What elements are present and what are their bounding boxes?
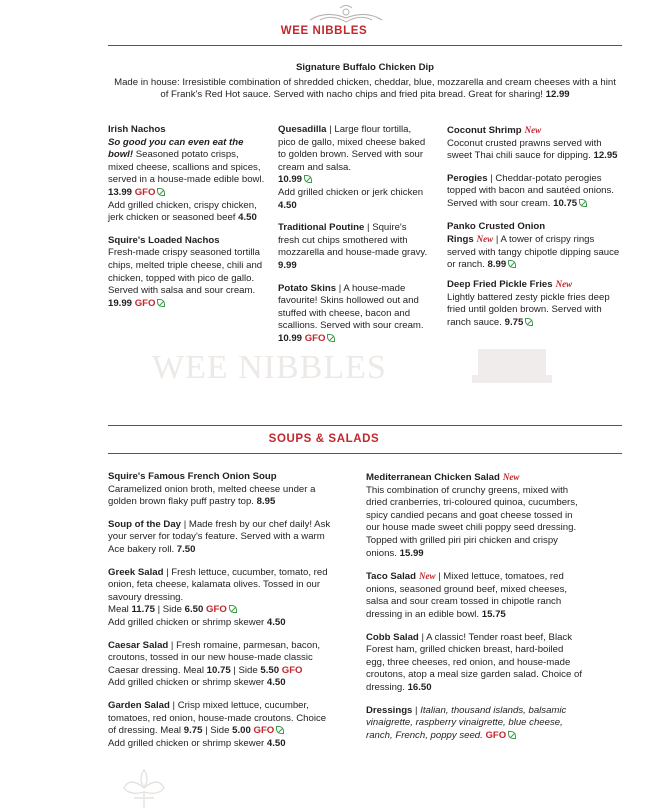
gluten-free-leaf-icon xyxy=(327,334,335,342)
menu-item-potato-skins xyxy=(278,283,428,346)
divider xyxy=(108,425,622,426)
menu-item-caesar-salad xyxy=(108,640,334,690)
section-title-soups-salads: SOUPS & SALADS xyxy=(268,433,380,445)
item-description: Traditional Poutine | Squire's fresh cut chips smothered with mozzarella and house-made gravy. 9.99 xyxy=(278,222,428,271)
gluten-free-leaf-icon xyxy=(508,731,516,739)
gfo-badge: GFO xyxy=(253,725,275,737)
item-name: Signature Buffalo Chicken Dip xyxy=(295,62,435,73)
item-description: Dressings | Italian, thousand islands, balsamic vinaigrette, raspberry vinaigrette, blue cheese, ranch, French, poppy seed. GFO xyxy=(366,704,567,741)
ornament-icon xyxy=(306,4,386,26)
item-name: Deep Fried Pickle Fries xyxy=(447,278,553,290)
menu-item-mediterranean-salad xyxy=(366,471,582,560)
item-description: Caesar Salad | Fresh romaine, parmesan, bacon, croutons, tossed in our new house-made classic Caesar dressing. Meal 10.75 | Side 5.50 GFO xyxy=(108,639,321,676)
gfo-badge: GFO xyxy=(281,664,303,676)
item-description: Soup of the Day | Made fresh by our chef daily! Ask your server for today's feature. Served with a warm Ace bakery roll. 7.50 xyxy=(108,518,331,555)
featured-item xyxy=(108,62,622,102)
gfo-badge: GFO xyxy=(206,604,227,616)
item-name: Panko Crusted Onion xyxy=(447,220,546,232)
fleur-de-lis-icon xyxy=(116,768,172,808)
menu-item-dressings xyxy=(366,705,582,743)
gfo-badge: GFO xyxy=(134,297,156,309)
menu-item-irish-nachos xyxy=(108,124,266,225)
gluten-free-leaf-icon xyxy=(229,605,237,613)
item-description: So good you can even eat the bowl! Seasoned potato crisps, mixed cheese, scallions and spices, served in a house-made edible bowl. 13.99 GFO xyxy=(108,136,265,198)
divider xyxy=(108,453,622,454)
gfo-badge: GFO xyxy=(134,186,156,198)
item-description: Coconut crusted prawns served with sweet Thai chili sauce for dipping. 12.95 xyxy=(447,137,618,162)
wee-nibbles-col-2 xyxy=(278,124,428,356)
menu-item-cobb-salad xyxy=(366,632,582,695)
menu-item-perogies xyxy=(447,173,623,211)
item-addon: Add grilled chicken, crispy chicken, jerk chicken or seasoned beef 4.50 xyxy=(108,199,257,224)
item-name: Coconut Shrimp xyxy=(447,125,522,136)
crown-icon xyxy=(472,345,552,385)
watermark-text: WEE NIBBLES xyxy=(152,349,387,386)
menu-item-greek-salad xyxy=(108,567,334,630)
menu-item-onion-rings xyxy=(447,221,623,272)
item-description: Greek Salad | Fresh lettuce, cucumber, tomato, red onion, feta cheese, kalamata olives. Tossed in our savoury dressing. xyxy=(108,566,328,603)
menu-item-taco-salad xyxy=(366,570,582,621)
wee-nibbles-col-3 xyxy=(447,124,623,339)
menu-item-soup-of-the-day xyxy=(108,519,334,557)
new-badge: New xyxy=(502,472,520,482)
item-addon: Add grilled chicken or jerk chicken 4.50 xyxy=(278,186,424,211)
menu-item-squires-nachos xyxy=(108,235,266,311)
item-description: Rings New | A tower of crispy rings served with tangy chipotle dipping sauce or ranch. 8.99 xyxy=(447,234,620,271)
item-addon: Add grilled chicken or shrimp skewer 4.50 xyxy=(108,616,286,628)
new-badge: New xyxy=(476,234,494,245)
item-description: Made in house: Irresistible combination of shredded chicken, cheddar, blue, mozzarella and cream cheeses with a hint of Frank's Red Hot sauce. Served with nacho chips and fried pita bread. Great for sharing! 12.99 xyxy=(114,76,616,101)
gfo-badge: GFO xyxy=(304,332,326,344)
new-badge: New xyxy=(418,571,436,582)
item-description: Caramelized onion broth, melted cheese under a golden brown flaky puff pastry top. 8.95 xyxy=(108,483,316,508)
menu-item-quesadilla xyxy=(278,124,428,212)
gluten-free-leaf-icon xyxy=(304,175,312,183)
menu-item-poutine xyxy=(278,222,428,272)
new-badge: New xyxy=(524,125,542,135)
item-description: Potato Skins | A house-made favourite! Skins hollowed out and stuffed with cheese, bacon and scallions. Served with sour cream. xyxy=(278,282,424,332)
item-price-row: 10.99 GFO xyxy=(278,333,428,346)
section-title-wee-nibbles: WEE NIBBLES xyxy=(280,25,368,37)
item-description: Quesadilla | Large flour tortilla, pico de gallo, mixed cheese baked to golden brown. Served with sour cream and salsa. xyxy=(278,124,426,173)
menu-item-garden-salad xyxy=(108,700,334,750)
gluten-free-leaf-icon xyxy=(525,318,533,326)
gluten-free-leaf-icon xyxy=(157,299,165,307)
item-description: Garden Salad | Crisp mixed lettuce, cucumber, tomatoes, red onion, house-made croutons. Choice of dressing. Meal 9.75 | Side 5.00 GFO xyxy=(108,699,327,737)
gluten-free-leaf-icon xyxy=(579,199,587,207)
gfo-badge: GFO xyxy=(485,729,507,741)
soups-col-1 xyxy=(108,471,334,760)
item-description: Cobb Salad | A classic! Tender roast beef, Black Forest ham, grilled chicken breast, hard-boiled egg, three cheeses, red onion, and house-made croutons, atop a meal size garden salad. Choice of dressing. 16.50 xyxy=(366,631,582,693)
gluten-free-leaf-icon xyxy=(276,726,284,734)
item-description: This combination of crunchy greens, mixed with dried cranberries, tri-coloured quinoa, cucumbers, spicy candied pecans and goat cheese tossed in our house made sweet chili poppy seed dressing. Topped with grilled piri piri chicken and crispy onions. 15.99 xyxy=(366,484,578,559)
menu-item-onion-soup xyxy=(108,471,334,509)
item-addon: Add grilled chicken or shrimp skewer 4.50 xyxy=(108,737,286,749)
item-price-row: 10.99 xyxy=(278,174,428,187)
item-name: Squire's Loaded Nachos xyxy=(108,234,220,246)
gluten-free-leaf-icon xyxy=(508,260,516,268)
divider xyxy=(108,45,622,46)
menu-item-coconut-shrimp xyxy=(447,124,623,163)
item-name: Irish Nachos xyxy=(108,124,166,135)
item-name: Mediterranean Chicken Salad xyxy=(366,472,500,483)
item-price: 12.99 xyxy=(545,89,570,101)
item-addon: Add grilled chicken or shrimp skewer 4.50 xyxy=(108,677,286,689)
item-description: Perogies | Cheddar-potato perogies topped with bacon and sautéed onions. Served with sour cream. 10.75 xyxy=(447,172,614,209)
gluten-free-leaf-icon xyxy=(157,188,165,196)
item-description: Lightly battered zesty pickle fries deep fried until golden brown. Served with ranch sauce. 9.75 xyxy=(447,291,610,328)
item-description: Taco Salad New | Mixed lettuce, tomatoes, red onions, seasoned ground beef, mixed cheeses, salsa and sour cream tossed in chipotle ranch dressing in an edible bowl. 15.75 xyxy=(366,571,568,620)
item-price-row: Meal 11.75 | Side 6.50 GFO xyxy=(108,604,334,617)
item-description: Fresh-made crispy seasoned tortilla chips, melted triple cheese, chili and chicken, topped with pico de gallo. Served with salsa and sour cream. 19.99 GFO xyxy=(108,247,263,309)
soups-col-2 xyxy=(366,471,582,752)
menu-item-pickle-fries xyxy=(447,278,623,329)
new-badge: New xyxy=(555,278,573,289)
wee-nibbles-col-1 xyxy=(108,124,266,320)
item-name: Squire's Famous French Onion Soup xyxy=(108,471,277,482)
